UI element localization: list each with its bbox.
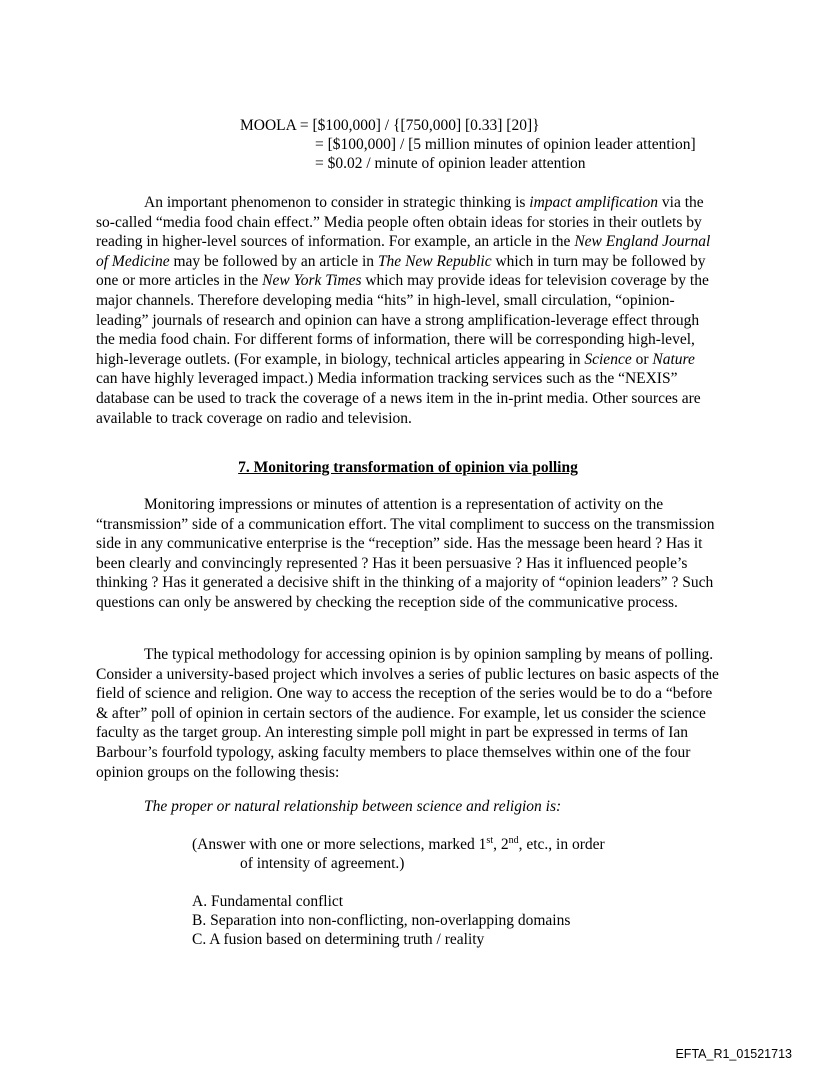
option-b: B. Separation into non-conflicting, non-overlapping domains (192, 912, 571, 929)
option-c: C. A fusion based on determining truth / reality (192, 931, 485, 948)
paragraph-polling: The typical methodology for accessing opinion is by opinion sampling by means of polling. Consider a university-based project which involves a series of public lectures on basic aspects of the field of science and religion. One way to access the reception of the series would be to do a “before & after” poll of opinion in certain sectors of the audience. For example, let us consider the science faculty as the target group. An interesting simple poll might in part be expressed in terms of Ian Barbour’s fourfold typology, asking faculty members to place themselves within one of the four opinion groups on the following thesis: (96, 646, 719, 781)
formula-line-3: = $0.02 / minute of opinion leader attention (315, 155, 586, 172)
answer-instruction: (Answer with one or more selections, marked 1st, 2nd, etc., in order (192, 834, 605, 853)
paragraph-media-food-chain: An important phenomenon to consider in strategic thinking is impact amplification via the so-called “media food chain effect.” Media people often obtain ideas for stories in their outlets by reading in higher-level sources of information. For example, an article in the New England Journal of Medicine may be followed by an article in The New Republic which in turn may be followed by one or more articles in the New York Times which may provide ideas for television coverage by the major channels. Therefore developing media “hits” in high-level, small circulation, “opinion-leading” journals of research and opinion can have a strong amplification-leverage effect through the media food chain. For different forms of information, there will be corresponding high-level, high-leverage outlets. (For example, in biology, technical articles appearing in Science or Nature can have highly leveraged impact.) Media information tracking services such as the “NEXIS” database can be used to track the coverage of a news item in the in-print media. Other sources are available to track coverage on radio and television. (96, 194, 711, 427)
paragraph-monitoring: Monitoring impressions or minutes of attention is a representation of activity on the “transmission” side of a communication effort. The vital compliment to success on the transmission side in any communicative enterprise is the “reception” side. Has the message been heard ? Has it been clearly and convincingly represented ? Has it been persuasive ? Has it influenced people’s thinking ? Has it generated a decisive shift in the thinking of a majority of “opinion leaders” ? Such questions can only be answered by checking the reception side of the communicative process. (96, 496, 715, 611)
formula-line-2: = [$100,000] / [5 million minutes of opinion leader attention] (315, 136, 696, 153)
formula-line-1: MOOLA = [$100,000] / {[750,000] [0.33] [20]} (240, 117, 540, 134)
answer-instruction-continued: of intensity of agreement.) (240, 855, 405, 872)
thesis-statement: The proper or natural relationship between science and religion is: (144, 798, 562, 815)
document-id-footer: EFTA_R1_01521713 (675, 1047, 792, 1061)
option-a: A. Fundamental conflict (192, 893, 344, 910)
section-heading: 7. Monitoring transformation of opinion via polling (238, 459, 578, 476)
